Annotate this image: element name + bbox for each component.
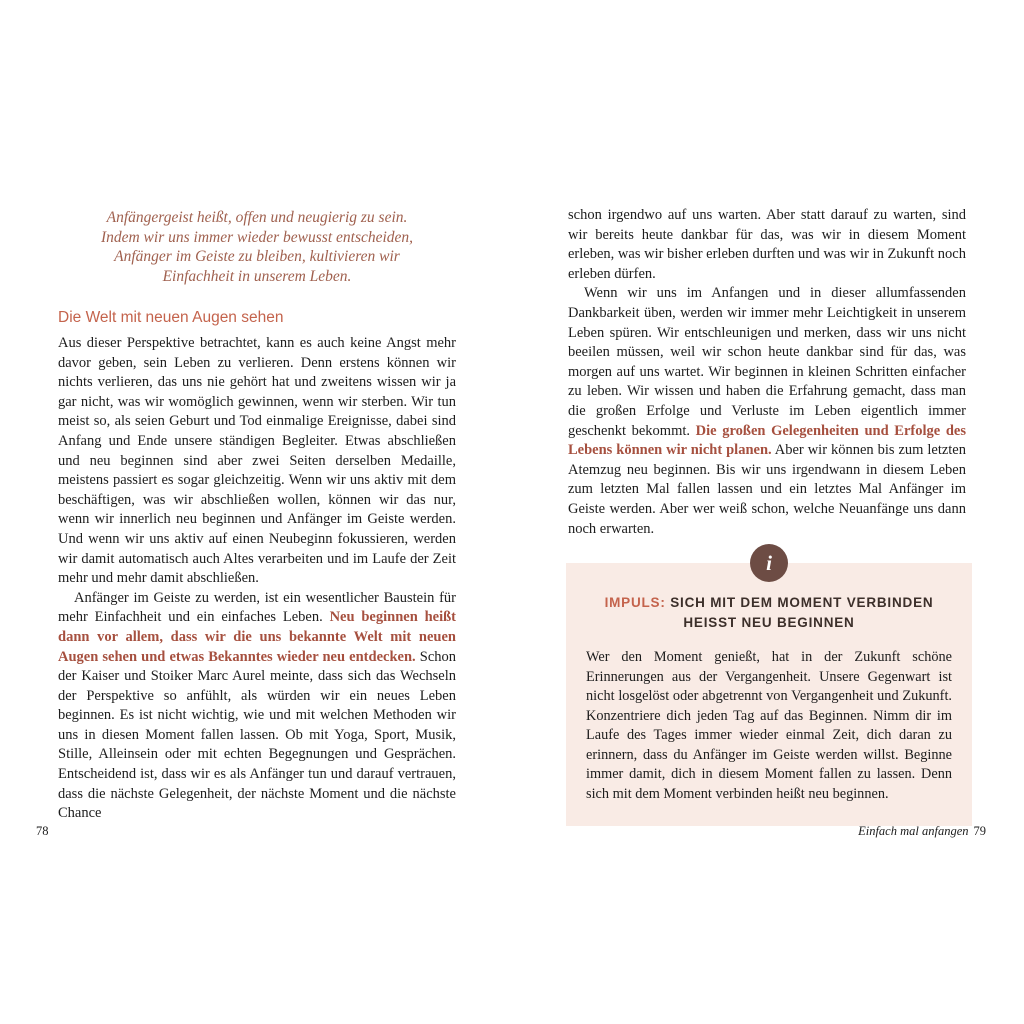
impuls-heading	[586, 593, 952, 633]
left-page-body	[58, 334, 456, 824]
body-text-segment: Anfänger im Geiste zu werden, ist ein wesentlicher Baustein für mehr Einfachheit und ein einfaches Leben.	[58, 589, 456, 626]
right-page	[568, 206, 966, 539]
section-heading: Die Welt mit neuen Augen sehen	[58, 309, 284, 326]
body-text-segment: Wenn wir uns im Anfangen und in dieser allumfassenden Dankbarkeit üben, werden wir immer mehr Leichtigkeit in unserem Leben spüren. Wir entschleunigen und merken, dass wir uns nicht beeilen müssen, weil wir schon heute dankbar sind für das, was morgen auf uns wartet. Wir beginnen in kleinen Schritten einfacher zu leben. Wir wissen und haben die Erfahrung gemacht, dass man die großen Erfolge und Verluste im Leben eigentlich immer geschenkt bekommt.	[568, 285, 966, 439]
impuls-body-text: Wer den Moment genießt, hat in der Zukunft schöne Erinnerungen aus der Vergangenheit. Unsere Gegenwart ist nicht losgelöst oder abgetrennt von Vergangenheit und Zukunft. Konzentriere dich jeden Tag auf das Beginnen. Nimm dir im Laufe des Tages immer wieder einmal Zeit, dich daran zu erinnern, dass du Anfänger im Geiste werden willst. Beginne immer damit, dich in diesem Moment fallen zu lassen. Denn sich mit dem Moment verbinden heißt neu beginnen.	[586, 649, 952, 802]
emphasis-text: Die großen Gelegenheiten und Erfolge des Lebens können wir nicht planen.	[568, 422, 966, 459]
quote-line: Einfachheit in unserem Leben.	[162, 267, 352, 285]
info-icon-glyph: i	[766, 550, 772, 575]
info-icon	[750, 544, 788, 582]
left-page	[58, 208, 456, 824]
page-number-left: 78	[36, 824, 49, 838]
quote-line: Anfänger im Geiste zu bleiben, kultivieren wir	[114, 248, 400, 265]
quote-line: Indem wir uns immer wieder bewusst entscheiden,	[100, 228, 414, 246]
paragraph	[58, 589, 456, 824]
quote-line: Anfängergeist heißt, offen und neugierig zu sein.	[106, 209, 408, 226]
impuls-heading-rest: SICH MIT DEM MOMENT VERBINDEN HEISST NEU BEGINNEN	[665, 595, 934, 630]
paragraph	[568, 284, 966, 539]
body-text-segment: Aber wir können bis zum letzten Atemzug neu beginnen. Bis wir uns irgendwann in diesem Leben zum letzten Mal fallen lassen und ein letztes Mal Anfänger im Geiste werden. Aber wer weiß schon, welche Neuanfänge uns dann noch erwarten.	[568, 442, 966, 537]
body-text-segment: Schon der Kaiser und Stoiker Marc Aurel meinte, dass sich das Wechseln der Perspektive so anfühlt, als würden wir ein neues Leben beginnen. Es ist nicht wichtig, wie und mit welchen Methoden wir uns in diesen Moment fallen lassen. Ob mit Yoga, Sport, Musik, Stille, Alleinsein oder mit echten Begegnungen und Gesprächen. Entscheidend ist, dass wir es als Anfänger tun und darauf vertrauen, dass die nächste Gelegenheit, der nächste Moment und die nächste Chance	[58, 648, 457, 822]
impuls-box	[566, 550, 972, 826]
body-text-segment: schon irgendwo auf uns warten. Aber statt darauf zu warten, sind wir bereits heute dankbar für das, was wir in diesem Moment erleben, was wir bisher erleben durften und was wir in Zukunft noch erleben dürfen.	[568, 207, 966, 282]
emphasis-text: Neu beginnen heißt dann vor allem, dass wir die uns bekannte Welt mit neuen Augen sehen und etwas Bekanntes wieder neu entdecken.	[58, 609, 456, 665]
running-footer	[858, 824, 986, 839]
impuls-heading-label: IMPULS:	[604, 595, 666, 610]
right-page-body	[568, 206, 966, 539]
page-number-right: 79	[973, 824, 986, 838]
opening-quote	[58, 208, 456, 286]
footer-chapter-title: Einfach mal anfangen	[858, 824, 969, 838]
body-text-segment: Aus dieser Perspektive betrachtet, kann es auch keine Angst mehr davor geben, sein Leben zu verlieren. Denn erstens können wir nichts verlieren, das uns nie gehört hat und zweitens wissen wir ja gar nicht, was wir womöglich gewinnen, wenn wir sterben. Wir tun meist so, als seien Geburt und Tod einmalige Ereignisse, dabei sind Anfang und Ende unsere ständigen Begleiter. Etwas abschließen und neu beginnen sind aber zwei Seiten derselben Medaille, meistens passiert es sogar gleichzeitig. Wenn wir uns aktiv mit dem beschäftigen, was wir abschließen wollen, können wir das nur, wenn wir innerlich neu beginnen und Anfänger im Geiste werden. Und wenn wir uns aktiv auf einen Neubeginn fokussieren, werden wir damit automatisch auch Altes verarbeiten und im Laufe der Zeit mehr und mehr damit abschließen.	[58, 335, 456, 587]
paragraph	[568, 206, 966, 284]
paragraph	[58, 334, 456, 589]
